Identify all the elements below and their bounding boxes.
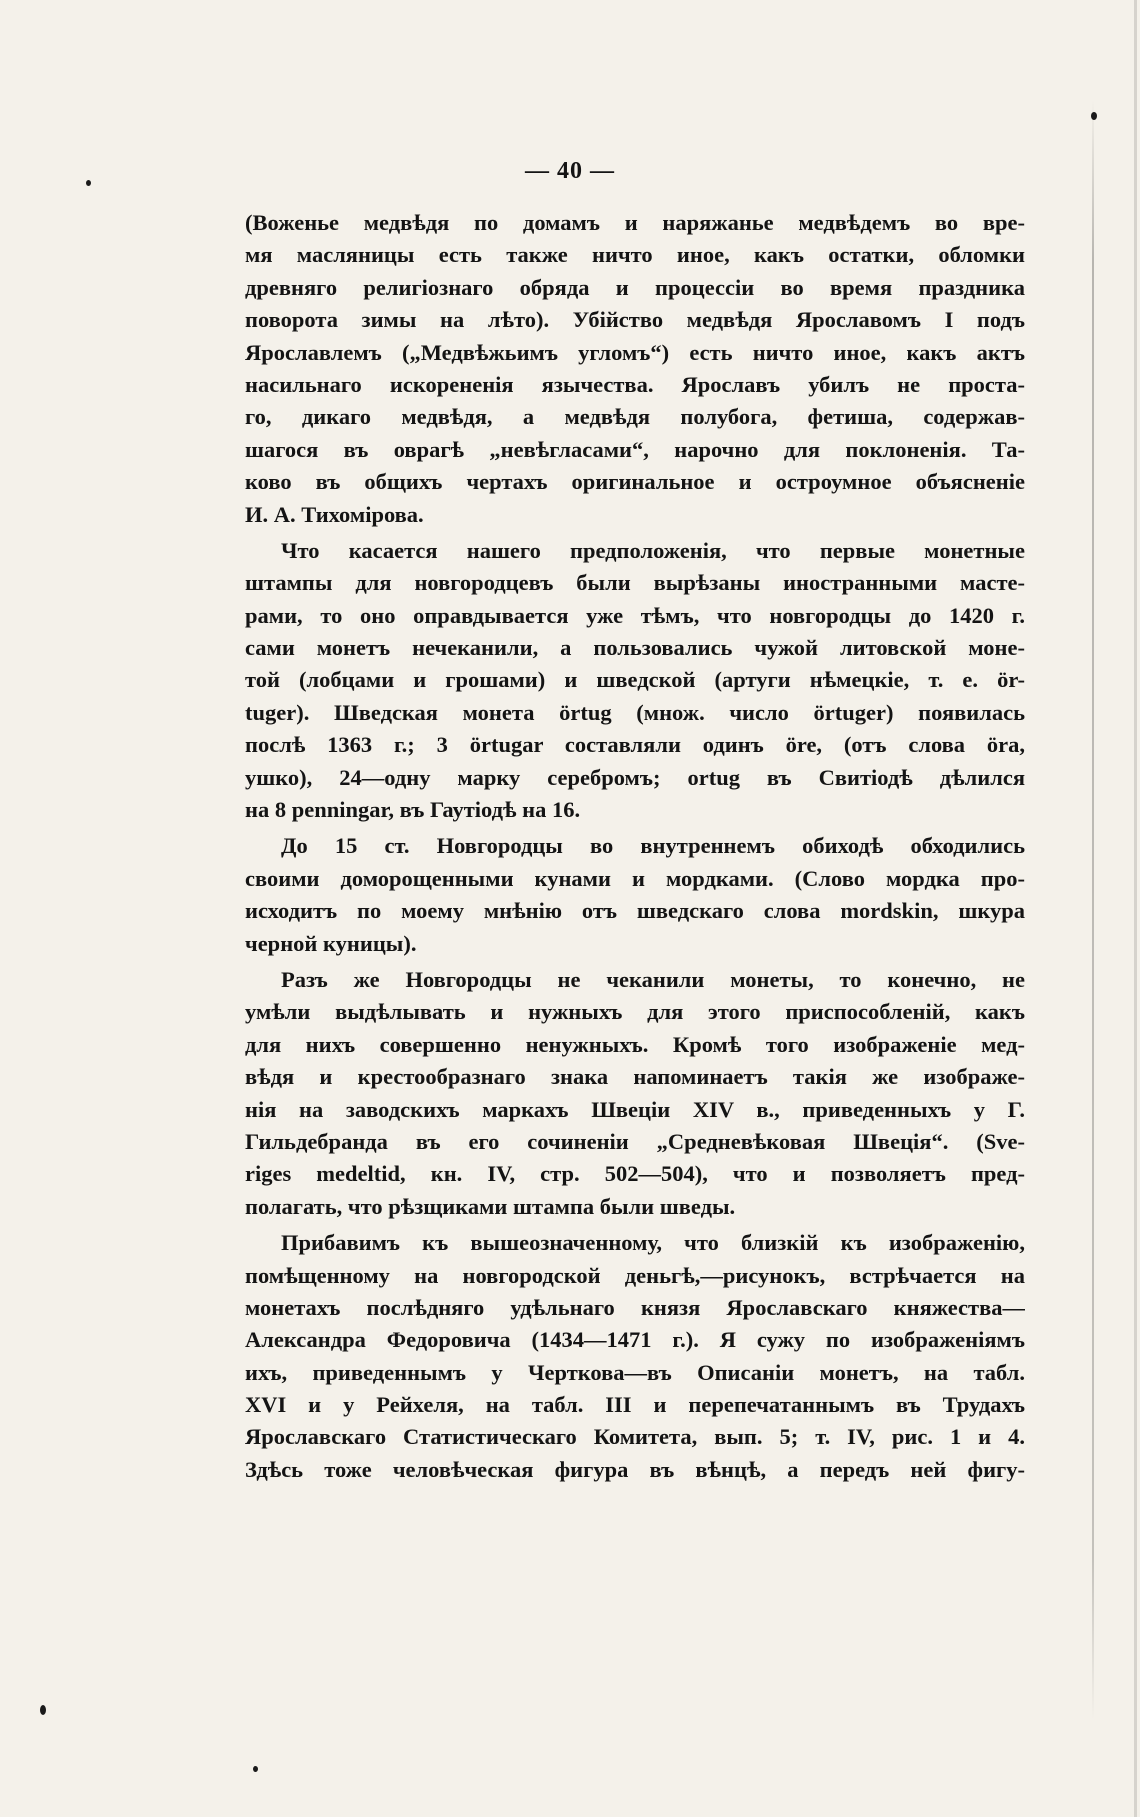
text-line: го, дикаго медвѣдя, а медвѣдя полубога, фетиша, содержав- — [245, 404, 1025, 430]
text-line: Разъ же Новгородцы не чеканили монеты, то конечно, не — [281, 966, 1025, 992]
ink-speck — [1091, 112, 1097, 120]
text-line: помѣщенному на новгородской деньгѣ,—рисунокъ, встрѣчается на — [245, 1262, 1025, 1288]
text-line: полагать, что рѣзщиками штампа были шведы. — [245, 1193, 736, 1219]
page-number: — 40 — — [525, 158, 615, 184]
text-line: ихъ, приведеннымъ у Черткова—въ Описаніи монетъ, на табл. — [245, 1359, 1025, 1385]
text-line: (Воженье медвѣдя по домамъ и наряжанье медвѣдемъ во вре- — [245, 210, 1025, 235]
text-line: насильнаго искорененія язычества. Ярославъ убилъ не проста- — [245, 371, 1025, 397]
text-line: умѣли выдѣлывать и нужныхъ для этого приспособленій, какъ — [245, 999, 1025, 1025]
text-line: исходитъ по моему мнѣнію отъ шведскаго слова mordskin, шкура — [245, 898, 1025, 924]
text-line: сами монетъ нечеканили, а пользовались чужой литовской моне- — [245, 635, 1025, 661]
text-line: И. А. Тихомірова. — [245, 501, 424, 527]
text-line: riges medeltid, кн. IV, стр. 502—504), что и позволяетъ пред- — [245, 1161, 1025, 1187]
text-line: XVI и у Рейхеля, на табл. III и перепечатаннымъ въ Трудахъ — [245, 1392, 1025, 1418]
text-line: своими доморощенными кунами и мордками. (Слово мордка про- — [245, 865, 1025, 891]
paragraph — [245, 207, 1025, 531]
text-line: штампы для новгородцевъ были вырѣзаны иностранными масте- — [245, 570, 1025, 596]
text-line: шагося въ оврагѣ „невѣгласами“, нарочно для поклоненія. Та- — [245, 436, 1025, 462]
text-line: Ярославлемъ („Медвѣжьимъ угломъ“) есть ничто иное, какъ актъ — [245, 339, 1025, 365]
text-line: Ярославскаго Статистическаго Комитета, вып. 5; т. IV, рис. 1 и 4. — [245, 1424, 1025, 1450]
paragraph — [245, 535, 1025, 827]
text-line: послѣ 1363 г.; 3 örtugar составляли одинъ öre, (отъ слова öra, — [245, 732, 1025, 758]
text-line: для нихъ совершенно ненужныхъ. Кромѣ того изображеніе мед- — [245, 1031, 1025, 1057]
text-line: той (лобцами и грошами) и шведской (артуги нѣмецкіе, т. е. ör- — [245, 667, 1025, 693]
body-text — [245, 207, 1025, 1490]
text-line: мя масляницы есть также ничто иное, какъ остатки, обломки — [245, 242, 1025, 268]
text-line: вѣдя и крестообразнаго знака напоминаетъ такія же изображе- — [245, 1064, 1025, 1090]
page-edge-border — [1134, 0, 1137, 1817]
paragraph — [245, 1227, 1025, 1486]
text-line: на 8 penningar, въ Гаутіодѣ на 16. — [245, 797, 581, 823]
text-line: поворота зимы на лѣто). Убійство медвѣдя Ярославомъ I подъ — [245, 307, 1025, 333]
text-line: Прибавимъ къ вышеозначенному, что близкій къ изображенію, — [281, 1230, 1025, 1256]
text-line: Гильдебранда въ его сочиненіи „Средневѣковая Швеція“. (Sve- — [245, 1128, 1025, 1154]
ink-speck — [253, 1766, 258, 1772]
text-line: Здѣсь тоже человѣческая фигура въ вѣнцѣ, а передъ ней фигу- — [245, 1456, 1025, 1482]
text-line: древняго религіознаго обряда и процессіи во время праздника — [245, 274, 1025, 300]
text-line: До 15 ст. Новгородцы во внутреннемъ обиходѣ обходились — [281, 833, 1025, 859]
text-line: нія на заводскихъ маркахъ Швеціи XIV в., приведенныхъ у Г. — [245, 1096, 1025, 1122]
paragraph — [245, 830, 1025, 960]
page-edge-shadow — [1092, 100, 1094, 1720]
text-line: Александра Федоровича (1434—1471 г.). Я сужу по изображеніямъ — [245, 1327, 1025, 1353]
ink-speck — [40, 1705, 46, 1715]
text-line: tuger). Шведская монета örtug (множ. число örtuger) появилась — [245, 699, 1025, 725]
paragraph — [245, 964, 1025, 1223]
text-line: рами, то оно оправдывается уже тѣмъ, что новгородцы до 1420 г. — [245, 602, 1025, 628]
text-line: монетахъ послѣдняго удѣльнаго князя Ярославскаго княжества— — [245, 1294, 1025, 1320]
text-line: Что касается нашего предположенія, что первые монетные — [281, 537, 1025, 563]
text-line: ково въ общихъ чертахъ оригинальное и остроумное объясненіе — [245, 469, 1025, 495]
text-line: ушко), 24—одну марку серебромъ; ortug въ Свитіодѣ дѣлился — [245, 764, 1025, 790]
text-line: черной куницы). — [245, 930, 417, 956]
